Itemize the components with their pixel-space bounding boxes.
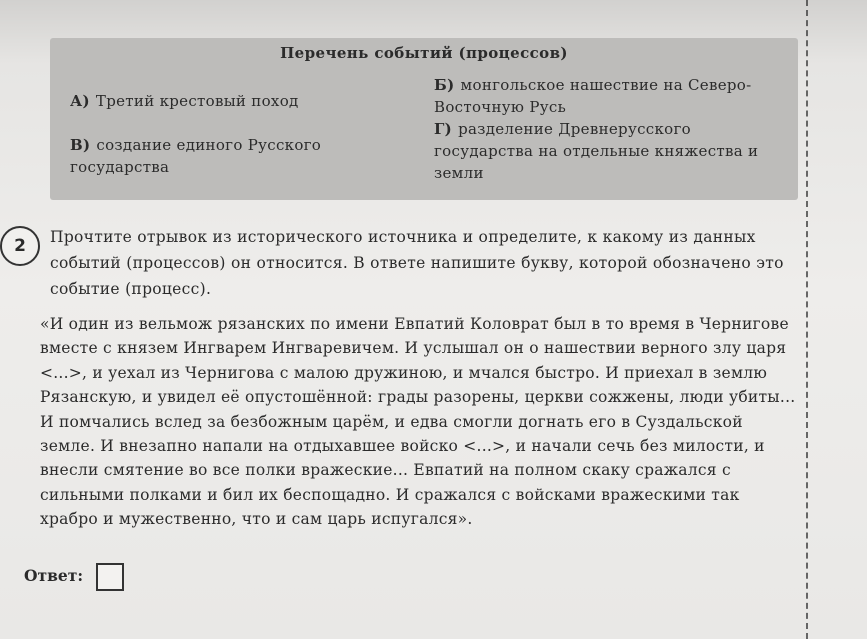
task-prompt: Прочтите отрывок из исторического источника и определите, к какому из данных событий (процессов) он относится. В ответе напишите букву, которой обозначено это событие (процесс). xyxy=(50,228,784,298)
event-item-a xyxy=(70,90,410,112)
event-item-b xyxy=(434,74,794,118)
event-item-v xyxy=(70,134,370,178)
cut-line xyxy=(806,0,808,639)
answer-label: Ответ: xyxy=(24,566,84,585)
event-text: монгольское нашествие на Северо-Восточную Русь xyxy=(434,76,752,116)
answer-input-box[interactable] xyxy=(96,563,124,591)
events-list-title: Перечень событий (процессов) xyxy=(280,44,568,62)
event-letter: Б) xyxy=(434,76,455,94)
source-quote xyxy=(40,312,800,532)
event-text: разделение Древнерусского государства на отдельные княжества и земли xyxy=(434,120,759,182)
task-number-badge: 2 xyxy=(0,226,40,266)
event-letter: А) xyxy=(70,92,90,110)
events-list-box xyxy=(50,38,798,200)
quote-paragraph-2: И помчались вслед за безбожным царём, и едва смогли догнать его в Суздальской земле. И внезапно напали на отдыхавшее войско <...>, и начали сечь без милости, и внесли смятение во все полки вражеские... Евпатий на полном скаку сражался с сильными полками и бил их беспощадно. И сражался с войсками вражескими так храбро и мужественно, что и сам царь испугался». xyxy=(40,412,765,529)
event-item-g xyxy=(434,118,794,184)
event-text: создание единого Русского государства xyxy=(70,136,322,176)
event-text: Третий крестовый поход xyxy=(95,92,299,110)
event-letter: В) xyxy=(70,136,91,154)
event-letter: Г) xyxy=(434,120,453,138)
quote-paragraph-1: «И один из вельмож рязанских по имени Евпатий Коловрат был в то время в Чернигове вместе с князем Ингварем Ингваревичем. И услышал он о нашествии верного злу царя <...>, и уехал из Чернигова с малою дружиною, и мчался быстро. И приехал в землю Рязанскую, и увидел её опустошённой: грады разорены, церкви сожжены, люди убиты... xyxy=(40,315,796,407)
